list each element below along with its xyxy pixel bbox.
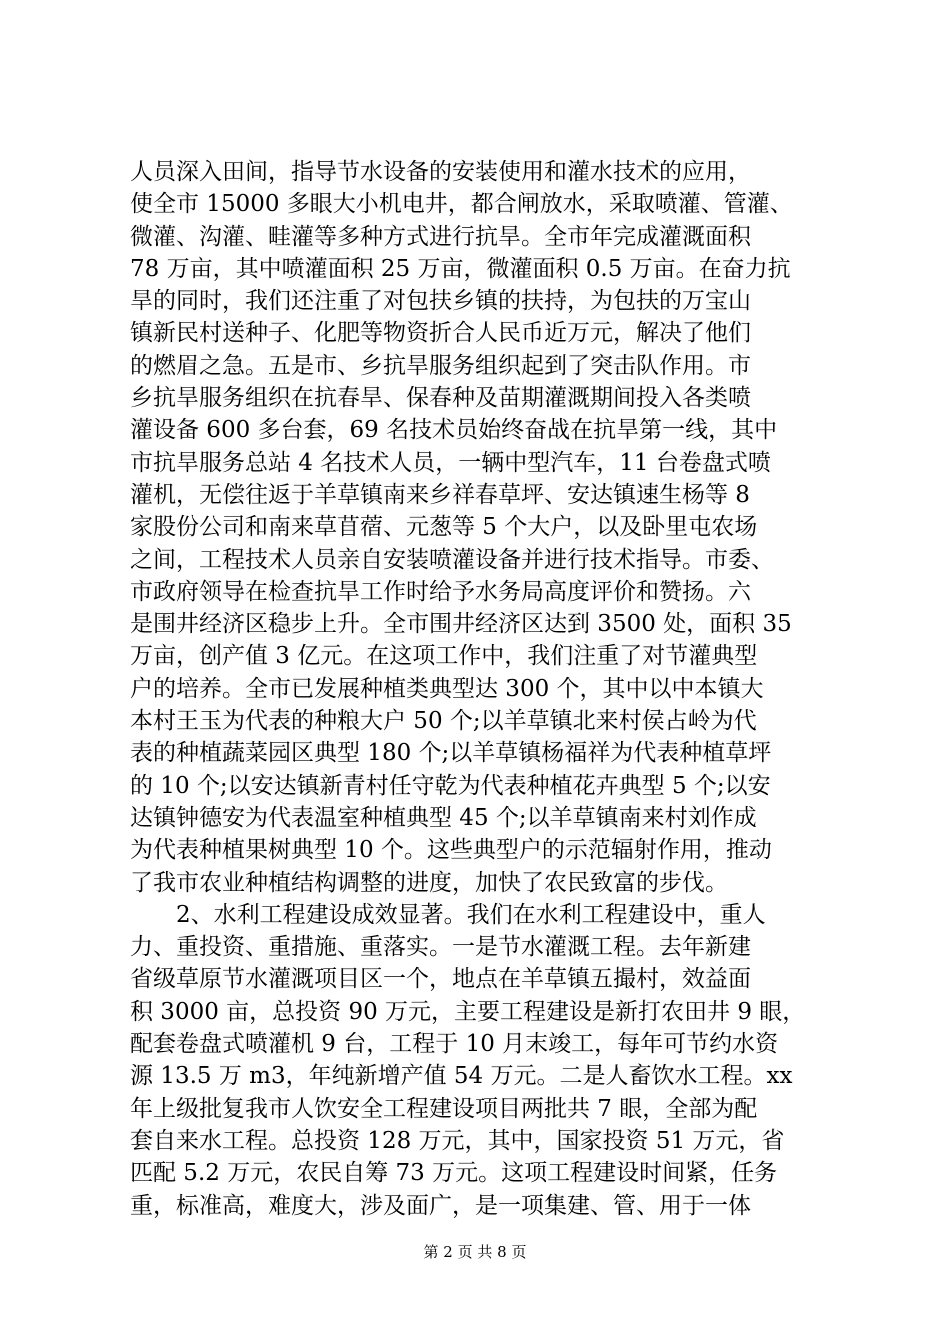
text-line: 旱的同时，我们还注重了对包扶乡镇的扶持，为包扶的万宝山 — [130, 288, 751, 315]
text-line: 源 13.5 万 m3，年纯新增产值 54 万元。二是人畜饮水工程。xx — [130, 1063, 793, 1090]
text-line: 户的培养。全市已发展种植类典型达 300 个，其中以中本镇大 — [130, 675, 764, 702]
text-line: 积 3000 亩，总投资 90 万元，主要工程建设是新打农田井 9 眼， — [130, 998, 806, 1025]
text-line: 乡抗旱服务组织在抗春旱、保春种及苗期灌溉期间投入各类喷 — [130, 385, 751, 412]
text-line: 的燃眉之急。五是市、乡抗旱服务组织起到了突击队作用。市 — [130, 352, 751, 379]
text-line: 省级草原节水灌溉项目区一个，地点在羊草镇五撮村，效益面 — [130, 966, 751, 993]
text-line: 微灌、沟灌、畦灌等多种方式进行抗旱。全市年完成灌溉面积 — [130, 223, 751, 250]
text-line: 力、重投资、重措施、重落实。一是节水灌溉工程。去年新建 — [130, 934, 751, 961]
page-footer: 第 2 页 共 8 页 — [423, 1243, 527, 1261]
text-line: 之间，工程技术人员亲自安装喷灌设备并进行技术指导。市委、 — [130, 546, 774, 573]
text-line: 本村王玉为代表的种粮大户 50 个;以羊草镇北来村侯占岭为代 — [130, 708, 757, 735]
text-line: 78 万亩，其中喷灌面积 25 万亩，微灌面积 0.5 万亩。在奋力抗 — [130, 255, 791, 282]
text-line: 使全市 15000 多眼大小机电井，都合闸放水，采取喷灌、管灌、 — [130, 191, 793, 218]
text-line: 表的种植蔬菜园区典型 180 个;以羊草镇杨福祥为代表种植草坪 — [130, 740, 772, 767]
text-line: 万亩，创产值 3 亿元。在这项工作中，我们注重了对节灌典型 — [130, 643, 758, 670]
text-line: 镇新民村送种子、化肥等物资折合人民币近万元，解决了他们 — [130, 320, 751, 347]
text-line: 人员深入田间，指导节水设备的安装使用和灌水技术的应用， — [130, 159, 751, 185]
text-line: 套自来水工程。总投资 128 万元，其中，国家投资 51 万元，省 — [130, 1127, 785, 1154]
text-line: 达镇钟德安为代表温室种植典型 45 个;以羊草镇南来村刘作成 — [130, 804, 757, 831]
text-line: 为代表种植果树典型 10 个。这些典型户的示范辐射作用，推动 — [130, 837, 772, 864]
text-line: 家股份公司和南来草苜蓿、元葱等 5 个大户，以及卧里屯农场 — [130, 514, 758, 541]
text-line: 年上级批复我市人饮安全工程建设项目两批共 7 眼，全部为配 — [130, 1095, 758, 1122]
text-line: 配套卷盘式喷灌机 9 台，工程于 10 月末竣工，每年可节约水资 — [130, 1031, 779, 1058]
text-line: 市政府领导在检查抗旱工作时给予水务局高度评价和赞扬。六 — [130, 578, 751, 605]
text-line: 2、水利工程建设成效显著。我们在水利工程建设中，重人 — [176, 901, 766, 928]
text-line: 匹配 5.2 万元，农民自筹 73 万元。这项工程建设时间紧，任务 — [130, 1160, 778, 1187]
text-line: 市抗旱服务总站 4 名技术人员，一辆中型汽车，11 台卷盘式喷 — [130, 449, 771, 476]
text-line: 了我市农业种植结构调整的进度，加快了农民致富的步伐。 — [130, 869, 728, 896]
document-body — [130, 156, 830, 1222]
text-line: 重，标准高，难度大，涉及面广，是一项集建、管、用于一体 — [130, 1192, 751, 1219]
text-line: 灌机，无偿往返于羊草镇南来乡祥春草坪、安达镇速生杨等 8 — [130, 481, 750, 508]
text-line: 的 10 个;以安达镇新青村任守乾为代表种植花卉典型 5 个;以安 — [130, 772, 771, 799]
text-line: 灌设备 600 多台套，69 名技术员始终奋战在抗旱第一线，其中 — [130, 417, 778, 444]
text-line: 是围井经济区稳步上升。全市围井经济区达到 3500 处，面积 35 — [130, 611, 792, 638]
